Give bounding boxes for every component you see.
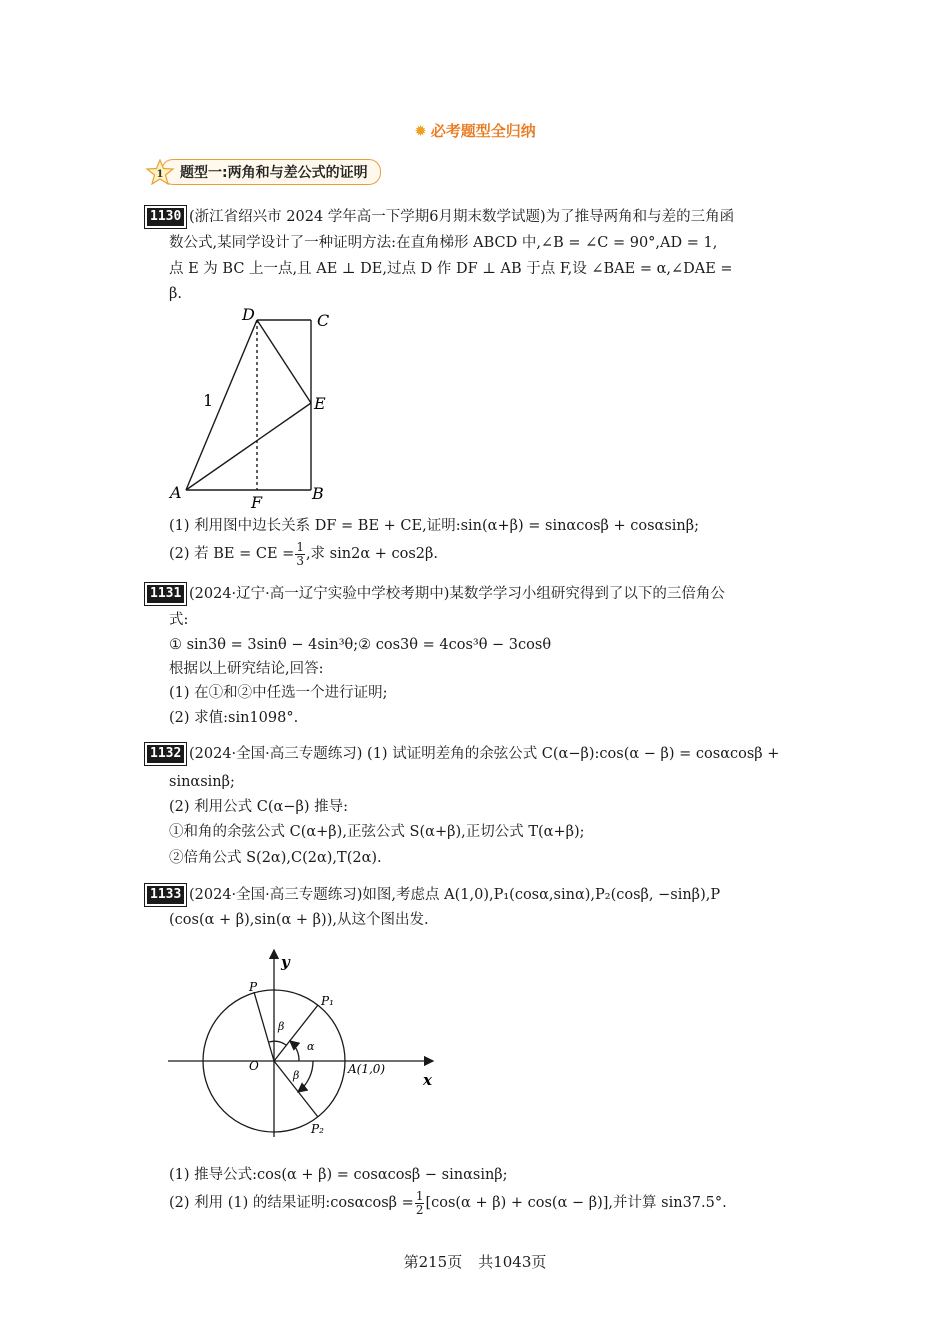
- page-footer: [0, 1251, 950, 1272]
- label-p1: P₁: [321, 994, 334, 1008]
- label-beta-bottom: β: [293, 1069, 300, 1082]
- section-title: 题型一:两角和与差公式的证明: [161, 159, 381, 185]
- problem-1130-question-1: (1) 利用图中边长关系 DF = BE + CE,证明:sin(α+β) = sinαcosβ + cosαsinβ;: [169, 518, 700, 534]
- unit-circle-figure: [165, 945, 445, 1140]
- problem-1133-question-2: (2) 利用 (1) 的结果证明:cosαcosβ = $\frac{1}{2}$ [cos(α + β) + cos(α − β)],并计算 sin37.5°.: [169, 1188, 727, 1217]
- problem-1132-line-1: (2024·全国·高三专题练习) (1) 试证明差角的余弦公式 C(α−β):cos(α − β) = cosαcosβ +: [189, 746, 780, 762]
- label-f: F: [251, 493, 263, 512]
- problem-1133-question-1: (1) 推导公式:cos(α + β) = cosαcosβ − sinαsinβ;: [169, 1167, 508, 1183]
- section-heading: [145, 158, 381, 186]
- ray-op: [254, 992, 274, 1061]
- problem-1130-badge: 1130: [145, 205, 186, 228]
- trapezoid-figure: [160, 300, 350, 515]
- problem-1130-line-1: (浙江省绍兴市 2024 学年高一下学期6月期末数学试题)为了推导两角和与差的三角函: [189, 209, 735, 225]
- segment-de: [257, 320, 311, 403]
- problem-1133-line-1: (2024·全国·高三专题练习)如图,考虑点 A(1,0),P₁(cosα,sinα),P₂(cosβ, −sinβ),P: [189, 887, 721, 903]
- problem-1132-line-2: sinαsinβ;: [169, 774, 235, 790]
- page-number: 第215页: [403, 1253, 463, 1271]
- problem-1133-badge: 1133: [145, 883, 186, 906]
- label-b: B: [312, 484, 324, 503]
- label-beta-top: β: [278, 1020, 285, 1033]
- beta-arc-bottom: [298, 1061, 313, 1092]
- sun-icon: ✹: [414, 122, 427, 140]
- problem-1132-line-4: ①和角的余弦公式 C(α+β),正弦公式 S(α+β),正切公式 T(α+β);: [169, 824, 585, 840]
- problem-1131-line-1: (2024·辽宁·高一辽宁实验中学校考期中)某数学学习小组研究得到了以下的三倍角公: [189, 586, 725, 602]
- fraction-one-half: $\frac{1}{2}$: [415, 1188, 424, 1217]
- label-a: A: [170, 483, 182, 502]
- label-alpha: α: [307, 1040, 315, 1053]
- label-a: A(1,0): [348, 1062, 386, 1076]
- problem-1132-badge: 1132: [145, 742, 186, 765]
- problem-1130-line-4: β.: [169, 286, 182, 302]
- label-p: P: [249, 980, 258, 994]
- label-p2: P₂: [311, 1122, 324, 1136]
- problem-1131-line-3: ① sin3θ = 3sinθ − 4sin³θ;② cos3θ = 4cos³θ − 3cosθ: [169, 637, 552, 653]
- problem-1130-question-2: (2) 若 BE = CE = $\frac{1}{3}$ ,求 sin2α + cos2β.: [169, 539, 438, 568]
- label-origin: O: [249, 1059, 259, 1073]
- label-c: C: [317, 311, 330, 330]
- fraction-one-third: $\frac{1}{3}$: [296, 539, 304, 568]
- alpha-arc: [290, 1041, 299, 1061]
- label-side-length: 1: [203, 391, 214, 410]
- problem-1130-line-3: 点 E 为 BC 上一点,且 AE ⊥ DE,过点 D 作 DF ⊥ AB 于点 F,设 ∠BAE = α,∠DAE =: [169, 261, 733, 277]
- axis-label-x: x: [423, 1071, 432, 1089]
- section-number: 1: [156, 169, 164, 180]
- problem-1131-badge: 1131: [145, 582, 186, 605]
- header-title: 必考题型全归纳: [430, 122, 536, 140]
- axis-label-y: y: [281, 953, 290, 971]
- problem-1132-line-5: ②倍角公式 S(2α),C(2α),T(2α).: [169, 850, 382, 866]
- problem-1131-line-6: (2) 求值:sin1098°.: [169, 710, 299, 726]
- label-d: D: [242, 305, 255, 324]
- problem-1133-line-2: (cos(α + β),sin(α + β)),从这个图出发.: [169, 912, 429, 928]
- star-icon: [145, 159, 175, 185]
- page-header: [0, 120, 950, 141]
- problem-1131-line-2: 式:: [169, 612, 189, 628]
- page-total: 共1043页: [478, 1253, 547, 1271]
- problem-1132-line-3: (2) 利用公式 C(α−β) 推导:: [169, 799, 348, 815]
- problem-1131-line-5: (1) 在①和②中任选一个进行证明;: [169, 685, 388, 701]
- problem-1131-line-4: 根据以上研究结论,回答:: [169, 661, 324, 677]
- problem-1130-line-2: 数公式,某同学设计了一种证明方法:在直角梯形 ABCD 中,∠B = ∠C = 90°,AD = 1,: [169, 235, 718, 251]
- label-e: E: [314, 394, 326, 413]
- beta-arc-top: [269, 1041, 286, 1045]
